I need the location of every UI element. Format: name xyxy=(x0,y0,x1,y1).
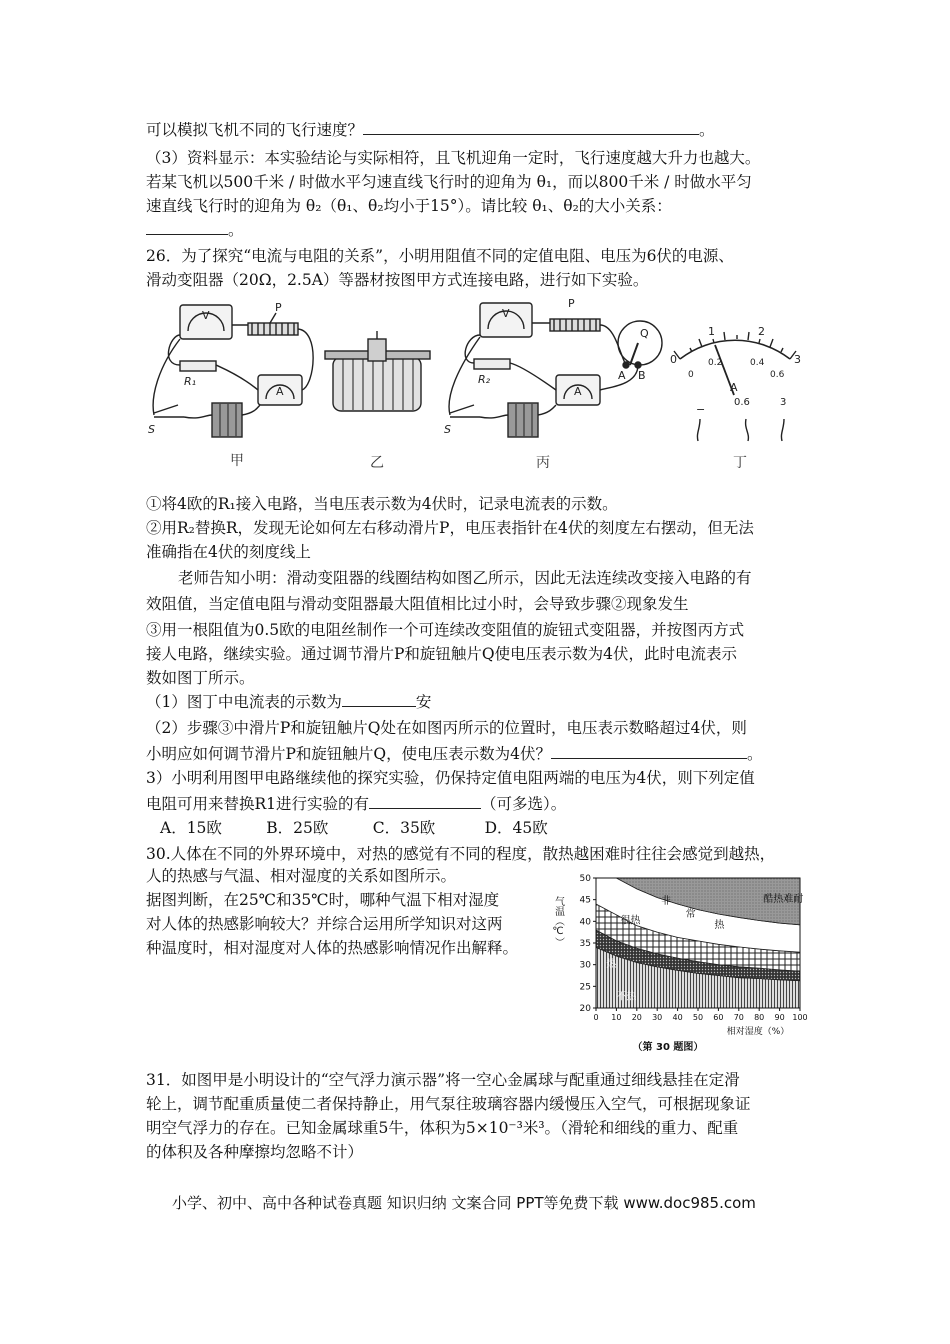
step-3c: 数如图丁所示。 xyxy=(146,669,255,687)
x-tick-label: 50 xyxy=(692,1013,704,1022)
teacher-2: 效阻值，当定值电阻与滑动变阻器最大阻值相比过小时，会导致步骤②现象发生 xyxy=(146,595,689,613)
label-s-jia: S xyxy=(148,423,155,436)
label-r1: R₁ xyxy=(184,375,197,388)
switch-jia xyxy=(154,405,184,417)
resistor-r2 xyxy=(474,359,510,369)
dial-unit: A xyxy=(730,381,738,394)
x-tick-label: 100 xyxy=(792,1013,808,1022)
options: A．15欧 B．25欧 C．35欧 D．45欧 xyxy=(160,819,548,837)
x-tick-label: 20 xyxy=(631,1013,642,1022)
terminal-06: 0.6 xyxy=(734,397,750,408)
dial-big-1: 1 xyxy=(708,325,715,338)
dial-small-04: 0.4 xyxy=(750,358,765,368)
x-tick-label: 70 xyxy=(733,1013,744,1022)
y-tick-label: 35 xyxy=(579,939,591,949)
region-label: 常 xyxy=(685,909,696,920)
part-3a: 3）小明利用图甲电路继续他的探究实验，仍保持定值电阻两端的电压为4伏，则下列定值 xyxy=(146,769,755,787)
x-axis-label: 相对湿度（%） xyxy=(726,1027,790,1037)
label-v-jia: V xyxy=(202,309,210,322)
line-1-text: 可以模拟飞机不同的飞行速度？ xyxy=(146,121,364,139)
answer-blank-4[interactable] xyxy=(551,744,747,759)
y-tick-label: 45 xyxy=(579,895,591,906)
dial-big-3: 3 xyxy=(794,353,801,366)
region-label: 热 xyxy=(606,958,617,970)
x-tick-label: 60 xyxy=(713,1013,724,1022)
rheostat-coil xyxy=(333,357,421,411)
part-1: （1）图丁中电流表的示数为 安 xyxy=(146,693,432,711)
circuit-figures xyxy=(140,295,820,465)
region-label: 酷热难耐 xyxy=(763,893,804,905)
region-label: 不热 xyxy=(616,991,637,1003)
region-label: 很热 xyxy=(620,915,641,927)
y-axis-label: 气温（℃） xyxy=(552,896,564,947)
y-tick-label: 20 xyxy=(579,1004,591,1014)
answer-blank-5[interactable] xyxy=(369,794,481,809)
step-3b: 接人电路，继续实验。通过调节滑片P和旋钮触片Q使电压表示数为4伏，此时电流表示 xyxy=(146,645,738,663)
label-s-bing: S xyxy=(444,423,451,436)
footer-text: 小学、初中、高中各种试卷真题 知识归纳 文案合同 PPT等免费下载 www.doc985.com xyxy=(172,1194,756,1212)
switch-bing xyxy=(450,405,480,417)
rheostat-bing xyxy=(550,319,600,331)
dial-big-2: 2 xyxy=(758,325,765,338)
q26-line-2: 滑动变阻器（20Ω，2.5A）等器材按图甲方式连接电路，进行如下实验。 xyxy=(146,271,649,289)
line-4: 速直线飞行时的迎角为 θ₂（θ₁、θ₂均小于15°）。请比较 θ₁、θ₂的大小关系： xyxy=(146,197,672,215)
terminal-3: 3 xyxy=(780,397,787,408)
q30-line-2: 人的热感与气温、相对湿度的关系如图所示。 xyxy=(146,867,457,885)
x-tick-label: 0 xyxy=(593,1013,599,1022)
dial-small-06: 0.6 xyxy=(770,370,785,380)
line-1: 可以模拟飞机不同的飞行速度？ 。 xyxy=(146,121,715,139)
label-q: Q xyxy=(640,327,649,340)
x-tick-label: 80 xyxy=(754,1013,765,1022)
q31-line-1: 31．如图甲是小明设计的“空气浮力演示器”将一空心金属球与配重通过细线悬挂在定滑 xyxy=(146,1071,740,1089)
label-a-jia: A xyxy=(276,385,284,398)
fig-label-ding: 丁 xyxy=(733,455,747,471)
terminal-minus: − xyxy=(696,403,706,416)
rheostat-jia xyxy=(248,323,298,335)
line-5: 。 xyxy=(146,220,244,240)
dial-big-0: 0 xyxy=(670,353,677,366)
step-2b: 准确指在4伏的刻度线上 xyxy=(146,543,311,561)
x-tick-label: 30 xyxy=(652,1013,663,1022)
fig-label-yi: 乙 xyxy=(370,455,384,471)
fig-label-jia: 甲 xyxy=(230,453,244,469)
q31-line-2: 轮上，调节配重质量使二者保持静止，用气泵往玻璃容器内缓慢压入空气，可根据现象证 xyxy=(146,1095,751,1113)
region-label: 非 xyxy=(661,896,672,907)
step-1: ①将4欧的R₁接入电路，当电压表示数为4伏时，记录电流表的示数。 xyxy=(146,495,618,513)
answer-blank-3[interactable] xyxy=(342,692,416,707)
y-tick-label: 25 xyxy=(579,982,591,993)
answer-blank-1[interactable] xyxy=(363,120,699,135)
label-a-bing: A xyxy=(574,385,582,398)
ammeter-dial-arc xyxy=(680,340,790,359)
y-tick-label: 40 xyxy=(579,917,591,928)
x-tick-label: 40 xyxy=(672,1013,683,1022)
fig-label-bing: 丙 xyxy=(536,455,550,471)
resistor-r1 xyxy=(180,361,216,371)
dial-small-0: 0 xyxy=(688,370,694,380)
label-p-bing: P xyxy=(568,297,575,310)
y-tick-label: 30 xyxy=(579,960,591,971)
x-tick-label: 90 xyxy=(774,1013,785,1022)
q30-line-1: 30.人体在不同的外界环境中，对热的感觉有不同的程度，散热越困难时往往会感觉到越热， xyxy=(146,845,776,863)
battery-jia xyxy=(212,403,242,437)
part-3b: 电阻可用来替换R1进行实验的有 （可多选）。 xyxy=(146,795,567,813)
battery-bing xyxy=(508,403,538,437)
line-3: 若某飞机以500千米 / 时做水平匀速直线飞行时的迎角为 θ₁，而以800千米 / 时做水平匀 xyxy=(146,173,752,191)
part-2b: 小明应如何调节滑片P和旋钮触片Q，使电压表示数为4伏？ 。 xyxy=(146,745,763,763)
q26-line-1: 26．为了探究“电流与电阻的关系”，小明用阻值不同的定值电阻、电压为6伏的电源、 xyxy=(146,247,734,265)
x-tick-label: 10 xyxy=(611,1013,622,1022)
page-footer xyxy=(172,1192,756,1213)
y-tick-label: 50 xyxy=(579,874,591,884)
q31-line-4: 的体积及各种摩擦均忽略不计） xyxy=(146,1143,364,1161)
q30-line-5: 种温度时，相对湿度对人体的热感影响情况作出解释。 xyxy=(146,939,519,957)
teacher-1: 老师告知小明：滑动变阻器的线圈结构如图乙所示，因此无法连续改变接入电路的有 xyxy=(178,569,752,587)
label-terminal-b: B xyxy=(638,369,646,382)
label-terminal-a: A xyxy=(618,369,626,382)
step-2a: ②用R₂替换R，发现无论如何左右移动滑片P，电压表指针在4伏的刻度左右摆动，但无法 xyxy=(146,519,754,537)
label-p-jia: P xyxy=(275,301,282,314)
chart-caption: （第 30 题图） xyxy=(632,1042,704,1053)
line-2: （3）资料显示：本实验结论与实际相符，且飞机迎角一定时，飞行速度越大升力也越大。 xyxy=(146,149,761,167)
part-2a: （2）步骤③中滑片P和旋钮触片Q处在如图丙所示的位置时，电压表示数略超过4伏，则 xyxy=(146,719,747,737)
label-r2: R₂ xyxy=(478,373,491,386)
q30-line-3: 据图判断，在25℃和35℃时，哪种气温下相对湿度 xyxy=(146,891,500,909)
slider-block xyxy=(368,339,386,361)
dial-small-02: 0.2 xyxy=(708,358,723,368)
q31-line-3: 明空气浮力的存在。已知金属球重5牛，体积为5×10⁻³米³。（滑轮和细线的重力、配重 xyxy=(146,1119,739,1137)
region-label: 热 xyxy=(714,919,725,931)
step-3a: ③用一根阻值为0.5欧的电阻丝制作一个可连续改变阻值的旋钮式变阻器，并按图丙方式 xyxy=(146,621,745,639)
label-v-bing: V xyxy=(502,307,510,320)
heat-sensation-chart xyxy=(548,866,828,1053)
q30-line-4: 对人体的热感影响较大？并综合运用所学知识对这两 xyxy=(146,915,503,933)
answer-blank-2[interactable] xyxy=(146,220,228,235)
